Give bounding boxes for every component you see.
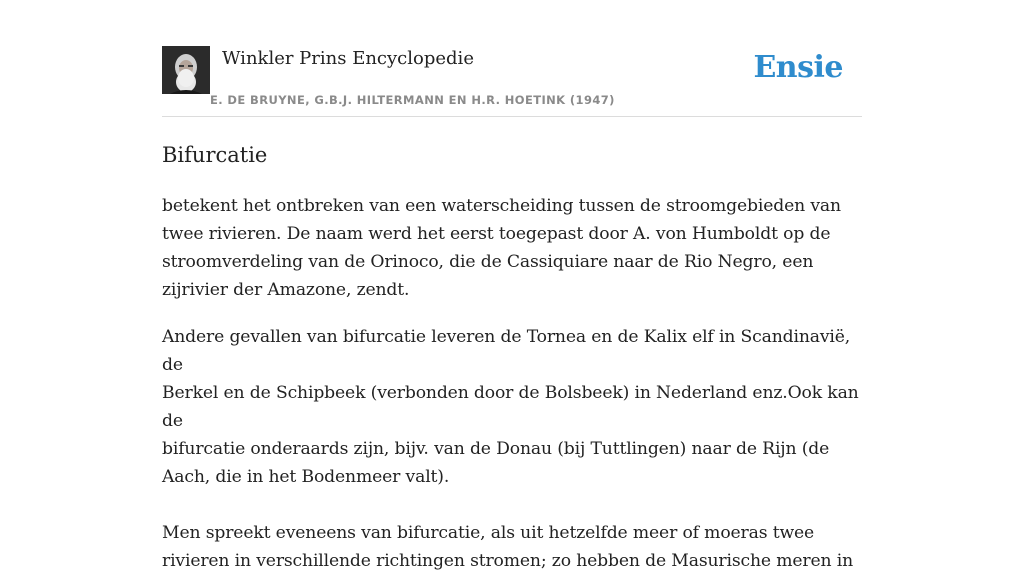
author-portrait-image [162, 46, 210, 94]
author-avatar [162, 46, 210, 94]
paragraph-line: Andere gevallen van bifurcatie leveren de Tornea en de Kalix elf in Scandinavië, de [162, 327, 851, 375]
page-header [162, 46, 862, 117]
paragraph-line: bifurcatie onderaards zijn, bijv. van de Donau (bij Tuttlingen) naar de Rijn (de [162, 439, 830, 459]
publication-title[interactable]: Winkler Prins Encyclopedie [222, 48, 474, 69]
paragraph-line: stroomverdeling van de Orinoco, die de Cassiquiare naar de Rio Negro, een [162, 252, 814, 272]
article-paragraph [162, 323, 862, 491]
article-paragraph [162, 519, 862, 575]
paragraph-line: Berkel en de Schipbeek (verbonden door de Bolsbeek) in Nederland enz.Ook kan de [162, 383, 859, 431]
article-body [162, 192, 862, 575]
article-paragraph [162, 192, 862, 304]
paragraph-line: Aach, die in het Bodenmeer valt). [162, 467, 450, 487]
paragraph-line: betekent het ontbreken van een waterscheiding tussen de stroomgebieden van [162, 196, 841, 216]
publication-authors: E. DE BRUYNE, G.B.J. HILTERMANN EN H.R. HOETINK (1947) [210, 93, 615, 107]
article-title: Bifurcatie [162, 143, 268, 167]
paragraph-line: rivieren in verschillende richtingen stromen; zo hebben de Masurische meren in [162, 551, 854, 571]
paragraph-line: twee rivieren. De naam werd het eerst toegepast door A. von Humboldt op de [162, 224, 831, 244]
paragraph-line: zijrivier der Amazone, zendt. [162, 280, 410, 300]
paragraph-line: Men spreekt eveneens van bifurcatie, als uit hetzelfde meer of moeras twee [162, 523, 815, 543]
ensie-logo[interactable]: Ensie [753, 50, 843, 85]
